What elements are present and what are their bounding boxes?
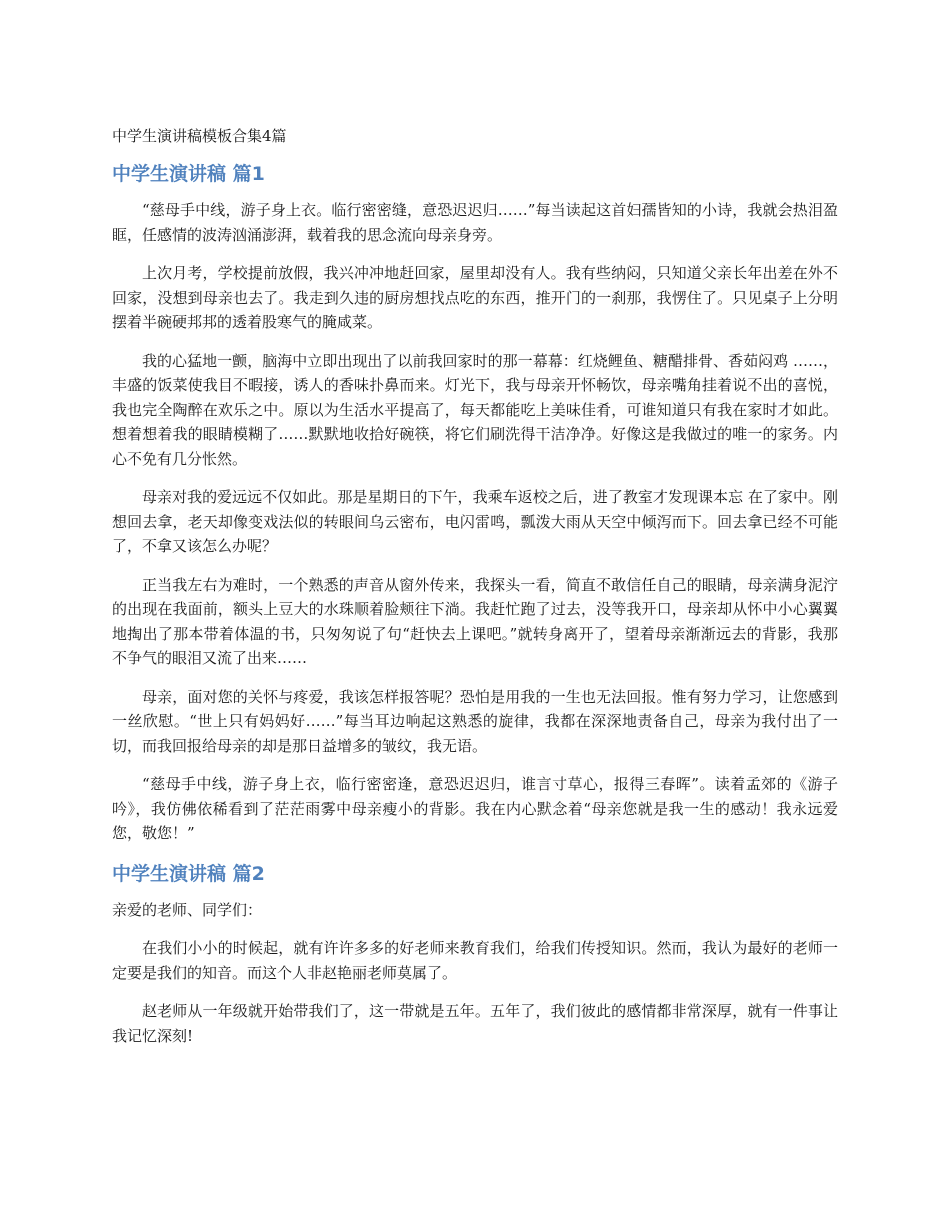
paragraph: 正当我左右为难时，一个熟悉的声音从窗外传来，我探头一看，简直不敢信任自己的眼睛，母亲满身泥泞的出现在我面前，额头上豆大的水珠顺着脸颊往下淌。我赶忙跑了过去，没等我开口，母亲却从怀中小心翼翼地掏出了那本带着体温的书，只匆匆说了句“赶快去上课吧。”就转身离开了，望着母亲渐渐远去的背影，我那不争气的眼泪又流了出来……	[112, 575, 838, 667]
paragraph: “慈母手中线，游子身上衣，临行密密逢，意恐迟迟归，谁言寸草心，报得三春晖”。读着孟郊的《游子吟》，我仿佛依稀看到了茫茫雨雾中母亲瘦小的背影。我在内心默念着“母亲您就是我一生的感动！我永远爱您，敬您！”	[112, 775, 838, 842]
paragraph: “慈母手中线，游子身上衣。临行密密缝，意恐迟迟归……”每当读起这首妇孺皆知的小诗，我就会热泪盈眶，任感情的波涛汹涌澎湃，载着我的思念流向母亲身旁。	[112, 201, 838, 244]
paragraph: 母亲对我的爱远远不仅如此。那是星期日的下午，我乘车返校之后，进了教室才发现课本忘 在了家中。刚想回去拿，老天却像变戏法似的转眼间乌云密布，电闪雷鸣，瓢泼大雨从天空中倾泻而下。回去拿已经不可能了，不拿又该怎么办呢？	[112, 488, 838, 555]
section-heading: 中学生演讲稿 篇1	[112, 163, 265, 185]
paragraph: 在我们小小的时候起，就有许许多多的好老师来教育我们，给我们传授知识。然而，我认为最好的老师一定要是我们的知音。而这个人非赵艳丽老师莫属了。	[112, 939, 838, 982]
section-2	[112, 860, 838, 1049]
paragraph: 母亲，面对您的关怀与疼爱，我该怎样报答呢？恐怕是用我的一生也无法回报。惟有努力学习，让您感到一丝欣慰。“世上只有妈妈好……”每当耳边响起这熟悉的旋律，我都在深深地责备自己，母亲为我付出了一切，而我回报给母亲的却是那日益增多的皱纹，我无语。	[112, 687, 838, 755]
paragraph: 我的心猛地一颤，脑海中立即出现出了以前我回家时的那一幕幕：红烧鲤鱼、糖醋排骨、香茹闷鸡 ……，丰盛的饭菜使我目不暇接，诱人的香味扑鼻而来。灯光下，我与母亲开怀畅饮，母亲嘴角挂着说不出的喜悦，我也完全陶醉在欢乐之中。原以为生活水平提高了，每天都能吃上美味佳肴，可谁知道只有我在家时才如此。想着想着我的眼睛模糊了……默默地收拾好碗筷，将它们刷洗得干洁净净。好像这是我做过的唯一的家务。内心不免有几分怅然。	[112, 351, 838, 468]
paragraph: 赵老师从一年级就开始带我们了，这一带就是五年。五年了，我们彼此的感情都非常深厚，就有一件事让我记忆深刻!	[112, 1002, 838, 1045]
salutation: 亲爱的老师、同学们：	[112, 900, 263, 919]
section-1	[112, 160, 838, 846]
document-title: 中学生演讲稿模板合集4篇	[112, 127, 287, 145]
paragraph: 上次月考，学校提前放假，我兴冲冲地赶回家，屋里却没有人。我有些纳闷，只知道父亲长年出差在外不回家，没想到母亲也去了。我走到久违的厨房想找点吃的东西，推开门的一刹那，我愣住了。只见桌子上分明摆着半碗硬邦邦的透着股寒气的腌咸菜。	[112, 264, 838, 331]
section-heading: 中学生演讲稿 篇2	[112, 862, 265, 885]
